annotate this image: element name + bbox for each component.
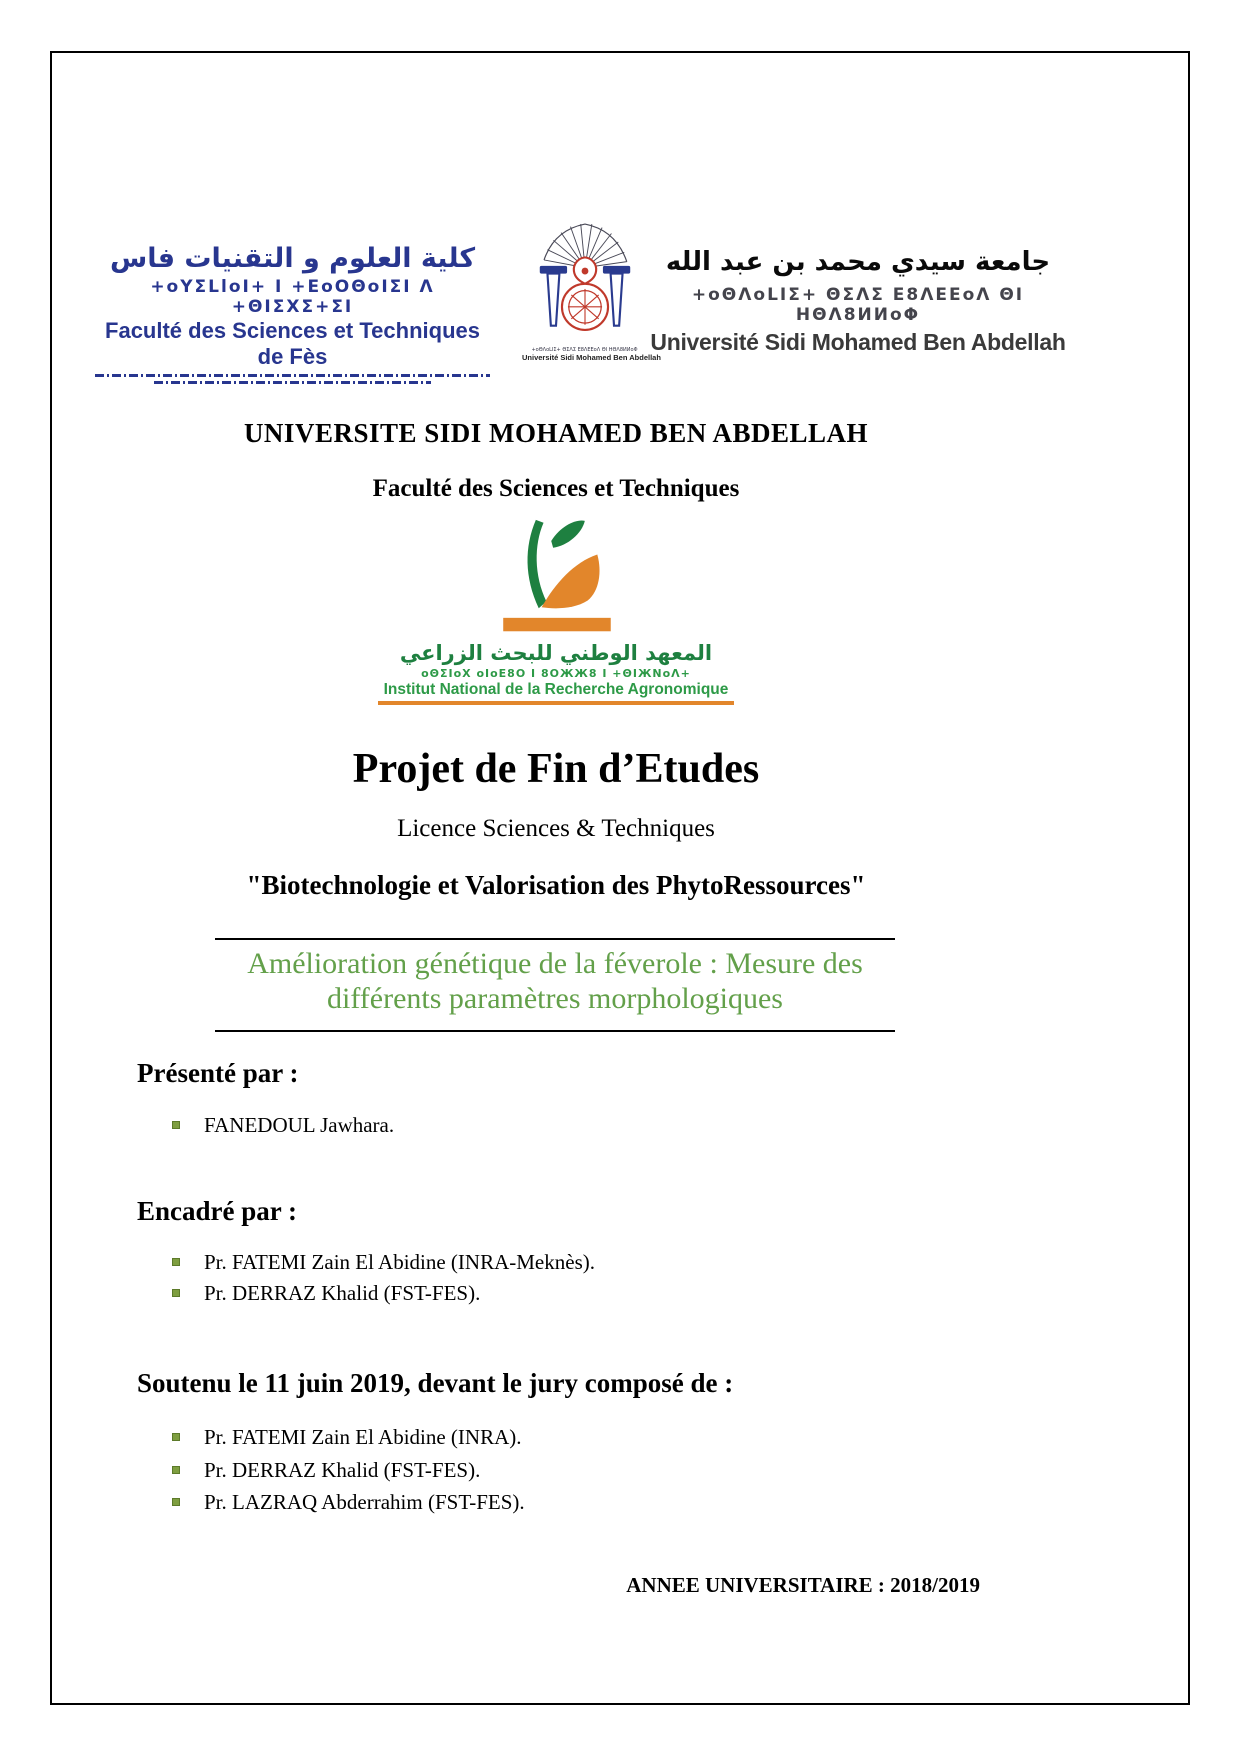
usmba-logo-french: Université Sidi Mohamed Ben Abdellah — [650, 328, 1066, 355]
presented-by-name: FANEDOUL Jawhara. — [204, 1113, 395, 1137]
jury-member-name: Pr. FATEMI Zain El Abidine (INRA). — [204, 1425, 522, 1449]
bullet-square-icon — [172, 1121, 180, 1129]
usmba-emblem-caption: Université Sidi Mohamed Ben Abdellah — [522, 353, 661, 362]
inra-logo — [50, 518, 1062, 705]
title-rule-top — [215, 938, 895, 940]
inra-logo-arabic: المعهد الوطني للبحث الزراعي — [399, 641, 713, 665]
bullet-square-icon — [172, 1498, 180, 1506]
jury-item — [172, 1490, 525, 1515]
fst-logo-french: Faculté des Sciences et Techniques de Fès — [105, 318, 480, 370]
presented-by-item — [172, 1113, 394, 1138]
supervisor-name: Pr. FATEMI Zain El Abidine (INRA-Meknès). — [204, 1250, 595, 1274]
fst-logo-dash-line — [95, 374, 490, 377]
usmba-logo-arabic: جامعة سيدي محمد بن عبد الله — [665, 247, 1051, 277]
inra-logo-icon — [469, 518, 644, 638]
jury-member-name: Pr. LAZRAQ Abderrahim (FST-FES). — [204, 1490, 525, 1514]
university-title: UNIVERSITE SIDI MOHAMED BEN ABDELLAH — [243, 418, 869, 448]
jury-member-name: Pr. DERRAZ Khalid (FST-FES). — [204, 1458, 481, 1482]
bullet-square-icon — [172, 1289, 180, 1297]
fst-logo — [95, 243, 490, 384]
fst-logo-dash-line-short — [154, 381, 431, 384]
supervised-by-label: Encadré par : — [137, 1196, 297, 1226]
inra-logo-french: Institut National de la Recherche Agronomique — [378, 681, 735, 705]
bullet-square-icon — [172, 1466, 180, 1474]
usmba-emblem-icon — [524, 213, 646, 341]
supervisor-item — [172, 1250, 595, 1275]
supervisor-item — [172, 1281, 480, 1306]
doc-type-title: Projet de Fin d’Etudes — [352, 746, 760, 792]
bullet-square-icon — [172, 1433, 180, 1441]
supervisor-name: Pr. DERRAZ Khalid (FST-FES). — [204, 1281, 481, 1305]
academic-year: ANNEE UNIVERSITAIRE : 2018/2019 — [626, 1573, 980, 1597]
title-rule-bottom — [215, 1030, 895, 1032]
jury-item — [172, 1458, 480, 1483]
faculty-title: Faculté des Sciences et Techniques — [372, 475, 740, 502]
thesis-title: Amélioration génétique de la féverole : Mesure des différents paramètres morphologiques — [247, 947, 863, 1016]
degree-line: Licence Sciences & Techniques — [397, 815, 715, 842]
usmba-logo — [648, 248, 1068, 356]
jury-item — [172, 1425, 522, 1450]
usmba-emblem — [522, 213, 661, 362]
usmba-emblem-tifinagh: +oΘΛoLIΣ+ ΘΣΛΣ E8ΛEEoΛ ΘI HΘΛ8ИИoΦ — [531, 347, 638, 353]
fst-logo-tifinagh: +oYΣLloI+ I +EoOΘoIΣI Λ +ΘIΣXΣ+ΣI — [150, 277, 435, 318]
defense-label: Soutenu le 11 juin 2019, devant le jury composé de : — [137, 1368, 734, 1398]
fst-logo-arabic: كلية العلوم و التقنيات فاس — [109, 243, 476, 274]
bullet-square-icon — [172, 1258, 180, 1266]
usmba-logo-tifinagh: +oΘΛoLIΣ+ ΘΣΛΣ E8ΛEEoΛ ΘI HΘΛ8ИИoΦ — [691, 284, 1025, 325]
presented-by-label: Présenté par : — [137, 1058, 299, 1088]
program-line: "Biotechnologie et Valorisation des PhytoRessources" — [246, 870, 866, 900]
inra-logo-tifinagh: oΘΣIoX oIoE8O I 8OЖЖ8 I +ΘIЖNoΛ+ — [421, 667, 691, 680]
